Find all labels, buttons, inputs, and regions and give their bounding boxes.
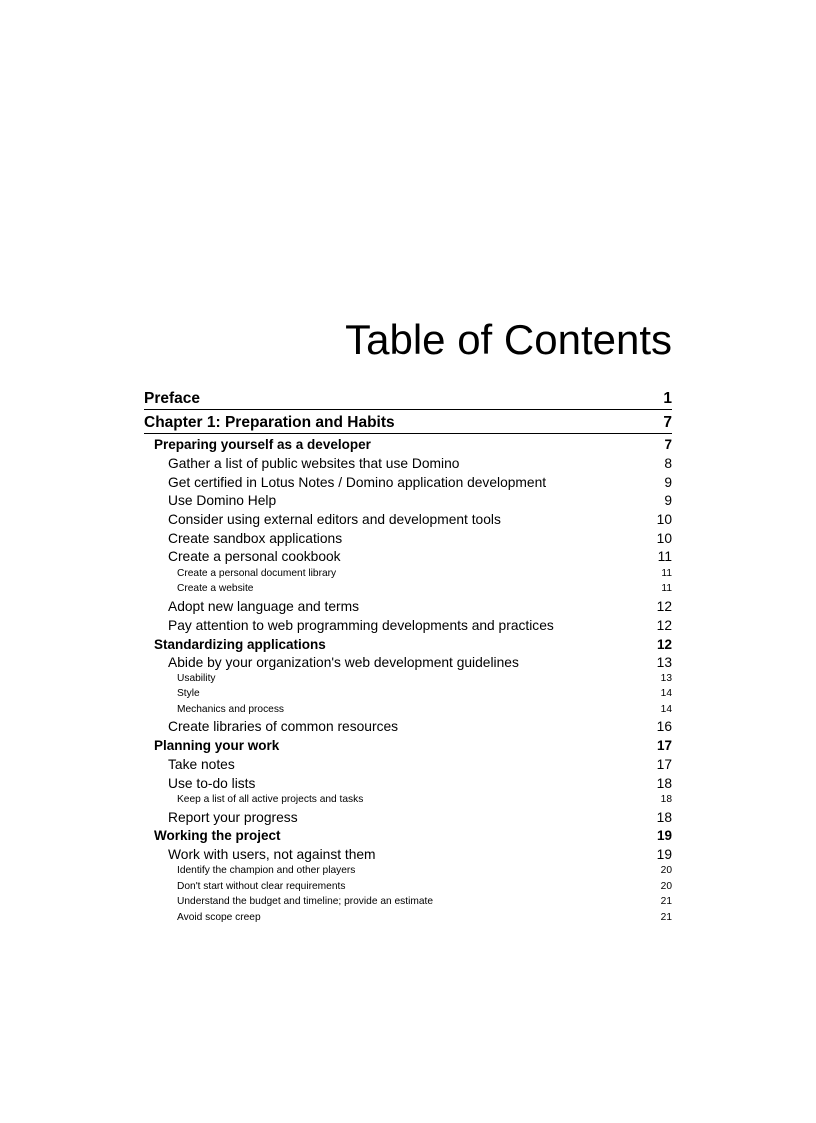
toc-entry-label: Use to-do lists xyxy=(168,776,256,791)
toc-entry-label: Take notes xyxy=(168,757,235,772)
toc-entry-label: Create sandbox applications xyxy=(168,531,343,546)
toc-page-number: 11 xyxy=(661,583,672,594)
toc-entry-label: Adopt new language and terms xyxy=(168,599,359,614)
toc-page-number: 12 xyxy=(656,637,672,652)
toc-entry-label: Chapter 1: Preparation and Habits xyxy=(144,414,395,431)
toc-entry-label: Identify the champion and other players xyxy=(177,865,356,876)
toc-subentry-style[interactable] xyxy=(177,687,672,701)
toc-page-number: 10 xyxy=(656,512,672,527)
toc-entry-gather-websites[interactable] xyxy=(168,455,672,473)
toc-page-number: 8 xyxy=(664,456,672,471)
toc-subentry-website[interactable] xyxy=(177,582,672,596)
toc-entry-label: Preparing yourself as a developer xyxy=(154,437,371,452)
toc-entry-take-notes[interactable] xyxy=(168,756,672,774)
toc-entry-label: Consider using external editors and development tools xyxy=(168,512,501,527)
toc-page-number: 1 xyxy=(663,390,672,407)
toc-entry-work-with-users[interactable] xyxy=(168,846,672,864)
toc-page-number: 7 xyxy=(664,437,672,452)
toc-page-number: 18 xyxy=(656,810,672,825)
toc-entry-label: Preface xyxy=(144,390,201,407)
toc-entry-label: Pay attention to web programming developments and practices xyxy=(168,618,554,633)
toc-entry-label: Usability xyxy=(177,673,216,684)
toc-page-number: 17 xyxy=(656,738,672,753)
toc-subentry-usability[interactable] xyxy=(177,672,672,686)
toc-entry-label: Avoid scope creep xyxy=(177,912,261,923)
toc-entry-label: Understand the budget and timeline; provide an estimate xyxy=(177,896,433,907)
toc-entry-label: Get certified in Lotus Notes / Domino application development xyxy=(168,475,547,490)
toc-entry-label: Create a personal document library xyxy=(177,568,337,579)
toc-entry-cookbook[interactable] xyxy=(168,548,672,566)
toc-entry-label: Mechanics and process xyxy=(177,704,285,715)
toc-entry-label: Create a personal cookbook xyxy=(168,549,341,564)
toc-entry-guidelines[interactable] xyxy=(168,654,672,672)
toc-entry-get-certified[interactable] xyxy=(168,474,672,492)
toc-entry-label: Use Domino Help xyxy=(168,493,277,508)
toc-entry-label: Create libraries of common resources xyxy=(168,719,399,734)
toc-entry-label: Report your progress xyxy=(168,810,298,825)
toc-entry-label: Work with users, not against them xyxy=(168,847,376,862)
toc-entry-label: Gather a list of public websites that use Domino xyxy=(168,456,460,471)
toc-subentry-document-library[interactable] xyxy=(177,567,672,581)
toc-entry-label: Keep a list of all active projects and tasks xyxy=(177,794,364,805)
toc-page-number: 21 xyxy=(660,912,672,923)
toc-page-number: 13 xyxy=(660,673,672,684)
toc-entry-label: Working the project xyxy=(154,828,281,843)
toc-entry-sandbox[interactable] xyxy=(168,530,672,548)
toc-subentry-requirements[interactable] xyxy=(177,880,672,894)
toc-entry-domino-help[interactable] xyxy=(168,492,672,510)
toc-entry-external-editors[interactable] xyxy=(168,511,672,529)
toc-page-number: 21 xyxy=(660,896,672,907)
page-title: Table of Contents xyxy=(345,316,672,363)
toc-page-number: 13 xyxy=(656,655,672,670)
toc-page-number: 18 xyxy=(656,776,672,791)
toc-page-number: 12 xyxy=(656,618,672,633)
toc-section-standardizing[interactable] xyxy=(154,636,672,654)
toc-subentry-scope-creep[interactable] xyxy=(177,911,672,925)
toc-subentry-active-projects[interactable] xyxy=(177,793,672,807)
toc-page-number: 16 xyxy=(656,719,672,734)
toc-page-number: 9 xyxy=(664,493,672,508)
toc-page-number: 14 xyxy=(660,688,672,699)
toc-page-number: 11 xyxy=(661,568,672,579)
toc-entry-label: Don't start without clear requirements xyxy=(177,881,346,892)
toc-page-number: 7 xyxy=(663,414,672,431)
toc-page-number: 9 xyxy=(664,475,672,490)
toc-section-planning[interactable] xyxy=(154,737,672,755)
toc-page-number: 11 xyxy=(657,549,672,564)
toc-entry-preface[interactable] xyxy=(144,390,672,410)
toc-subentry-champion[interactable] xyxy=(177,864,672,878)
toc-page-number: 14 xyxy=(660,704,672,715)
toc-section-preparing[interactable] xyxy=(154,436,672,454)
toc-entry-language-terms[interactable] xyxy=(168,598,672,616)
toc-page-number: 10 xyxy=(656,531,672,546)
toc-entry-label: Style xyxy=(177,688,200,699)
toc-entry-chapter-1[interactable] xyxy=(144,414,672,434)
toc-page-number: 19 xyxy=(656,828,672,843)
toc-subentry-mechanics[interactable] xyxy=(177,703,672,717)
toc-page-number: 19 xyxy=(656,847,672,862)
toc-subentry-budget[interactable] xyxy=(177,895,672,909)
toc-page-number: 12 xyxy=(656,599,672,614)
toc-page-number: 18 xyxy=(660,794,672,805)
toc-page-number: 17 xyxy=(656,757,672,772)
toc-entry-label: Create a website xyxy=(177,583,254,594)
toc-page-number: 20 xyxy=(660,881,672,892)
toc-entry-label: Abide by your organization's web development guidelines xyxy=(168,655,519,670)
toc-page-number: 20 xyxy=(660,865,672,876)
toc-entry-common-resources[interactable] xyxy=(168,718,672,736)
toc-section-working[interactable] xyxy=(154,827,672,845)
toc-entry-todo-lists[interactable] xyxy=(168,775,672,793)
toc-entry-report-progress[interactable] xyxy=(168,809,672,827)
toc-entry-label: Planning your work xyxy=(154,738,280,753)
toc-entry-web-programming[interactable] xyxy=(168,617,672,635)
toc-entry-label: Standardizing applications xyxy=(154,637,326,652)
